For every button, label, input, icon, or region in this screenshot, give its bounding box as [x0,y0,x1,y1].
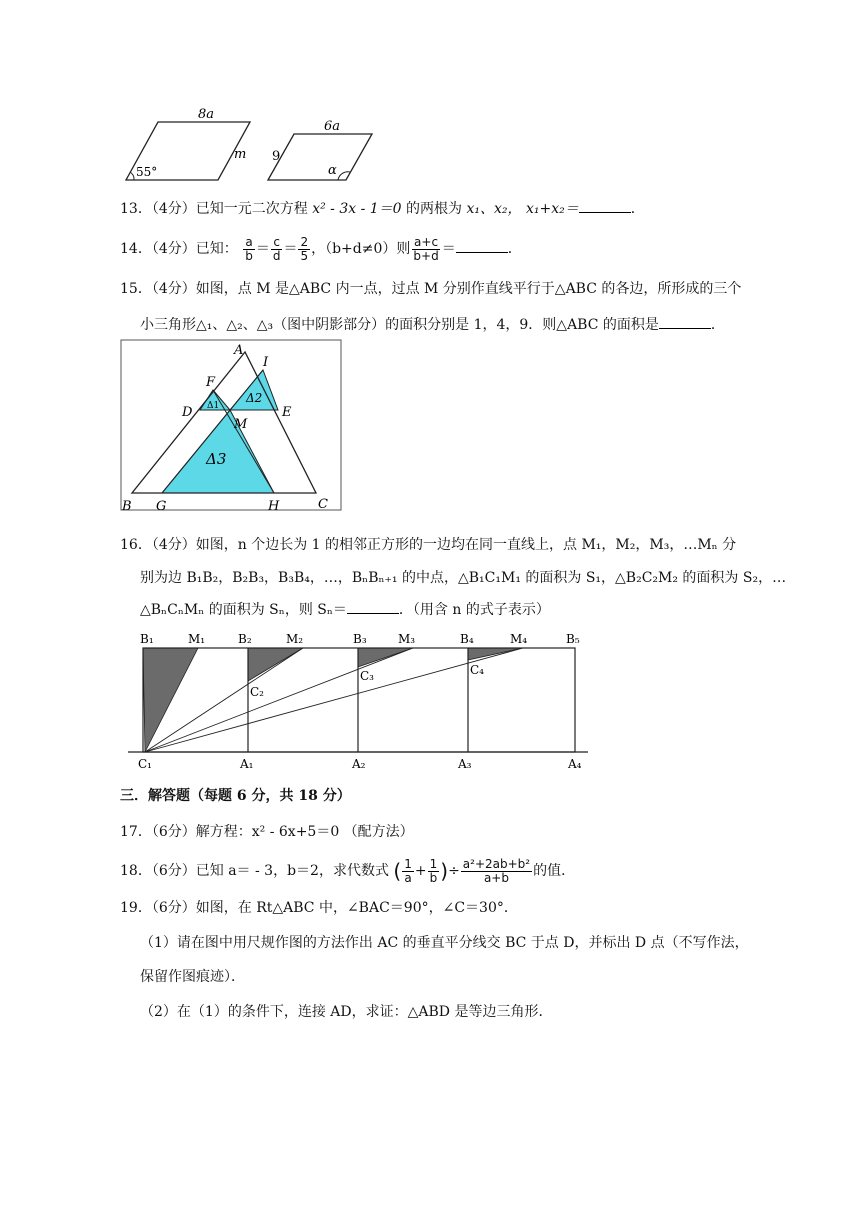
label-6a: 6a [324,119,341,134]
label-t3: Δ3 [206,450,227,468]
q15-answer-blank[interactable] [659,314,711,329]
q19-score: （6分） [151,900,196,916]
q14-eq3: ＝ [441,241,456,257]
label-B4: B₄ [460,632,474,646]
q16-line3b: ．（用含 n 的式子表示） [398,602,550,618]
q18-fraction-1-b: $\frac{1}{b}$ [429,856,438,885]
q18-fraction-big: $\frac{\text{a²+2ab+b²}}{a+b}$ [462,856,531,885]
label-alpha: α [328,163,337,178]
label-C2: C₂ [250,685,264,699]
squares-figure [118,630,618,774]
question-16-line-1 [120,535,736,555]
label-C3: C₃ [360,669,374,683]
q14-answer-blank[interactable] [456,238,508,253]
q13-score: （4分） [151,201,196,217]
question-18: 18．（6分）已知 a＝ - 3，b＝2，求代数式 ( $\frac{1}{a}$ + $\frac{1}{b}$ )÷ $\frac{\text{a²+2ab+b²}}{a+b}$ 的值． [120,856,576,885]
label-A: A [234,343,244,358]
label-t1: Δ1 [207,401,220,411]
q17-text: 解方程：x² - 6x+5＝0 （配方法） [195,824,414,840]
q18-number: 18． [120,863,152,879]
label-H: H [268,499,280,514]
section-3-title: 三．解答题（每题 6 分，共 18 分） [120,788,351,804]
q13-equation: x² - 3x - 1＝0 [312,201,402,217]
label-A2: A₂ [352,757,366,771]
q18-plus: + [414,863,427,879]
q13-roots: x₁、x₂， [466,201,522,217]
q13-end: ． [630,201,645,217]
question-15-line-1 [120,279,741,299]
q19-number: 19． [120,900,152,916]
label-m: m [234,147,247,162]
question-19-line-4: （2）在（1）的条件下，连接 AD，求证：△ABD 是等边三角形． [140,1004,553,1020]
q13-text: 已知一元二次方程 [195,201,308,217]
q14-score: （4分） [151,241,196,257]
q16-score: （4分） [151,537,196,553]
label-9: 9 [272,149,281,164]
q15-end: ． [710,317,725,333]
q18-fraction-1-a: $\frac{1}{a}$ [404,856,412,885]
q14-number: 14． [120,241,152,257]
label-B: B [122,499,132,514]
question-19-line-3: 保留作图痕迹）． [140,969,245,985]
label-C4: C₄ [470,663,484,677]
q14-text: 已知： [195,241,238,257]
triangle-figure [118,338,344,518]
q18-end: 的值． [533,863,576,879]
q19-line1: 如图，在 Rt△ABC 中，∠BAC＝90°，∠C＝30°． [195,900,518,916]
q13-sum: x₁+x₂＝ [525,201,579,217]
label-C: C [318,497,328,512]
q14-eq2: ＝ [283,241,298,257]
label-B2: B₂ [238,632,252,646]
q13-mid: 的两根为 [406,201,463,217]
label-M4: M₄ [510,632,528,646]
q14-fraction-2-5: $\frac{2}{5}$ [300,234,309,263]
q14-end: ． [507,241,522,257]
label-A1: A₁ [240,757,254,771]
label-55: 55° [136,165,158,179]
question-13 [120,198,645,219]
label-M2: M₂ [286,632,304,646]
q13-number: 13． [120,201,152,217]
q18-div: ÷ [448,863,460,879]
question-14 [120,234,522,264]
q18-text: 已知 a＝ - 3，b＝2，求代数式 [195,863,389,879]
q16-number: 16． [120,537,152,553]
q17-score: （6分） [151,824,196,840]
q14-fraction-a-b: $\frac{a}{b}$ [245,234,253,263]
q16-answer-blank[interactable] [347,599,399,614]
label-8a: 8a [198,107,215,122]
q17-number: 17． [120,824,152,840]
label-t2: Δ2 [246,391,263,405]
label-B1: B₁ [140,632,154,646]
parallelogram-figure [118,102,378,186]
label-A3: A₃ [458,757,472,771]
q14-fraction-target: $\frac{a+c}{b+d}$ [413,234,439,263]
q15-number: 15． [120,281,152,297]
q16-line1: 如图，n 个边长为 1 的相邻正方形的一边均在同一直线上，点 M₁，M₂，M₃，…Mₙ 分 [195,537,737,553]
label-F: F [206,375,216,390]
q15-score: （4分） [151,281,196,297]
q14-eq1: ＝ [255,241,270,257]
label-B3: B₃ [353,632,367,646]
q18-score: （6分） [151,863,196,879]
question-16-line-2 [140,568,786,588]
question-15-line-2 [140,314,725,335]
label-A4: A₄ [568,757,582,771]
q13-answer-blank[interactable] [579,198,631,213]
shaded-triangle-1 [143,648,198,752]
label-I: I [263,355,269,370]
q16-line2: 别为边 B₁B₂，B₂B₃，B₃B₄，…，BₙBₙ₊₁ 的中点，△B₁C₁M₁ 的面积为 S₁，△B₂C₂M₂ 的面积为 S₂，… [140,570,787,586]
label-M3: M₃ [398,632,416,646]
label-M: M [234,417,248,432]
question-17 [120,822,414,842]
q15-line2: 小三角形△₁、△₂、△₃（图中阴影部分）的面积分别是 1，4，9．则△ABC 的面积是 [140,317,659,333]
q14-fraction-c-d: $\frac{c}{d}$ [272,234,281,263]
label-B5: B₅ [566,632,580,646]
label-C1: C₁ [138,757,152,771]
parallelogram-right [268,134,372,180]
q15-line1: 如图，点 M 是△ABC 内一点，过点 M 分别作直线平行于△ABC 的各边，所形成的三个 [195,281,742,297]
question-19-line-2: （1）请在图中用尺规作图的方法作出 AC 的垂直平分线交 BC 于点 D，并标出 D 点（不写作法， [140,935,749,951]
label-G: G [156,499,167,514]
question-19-line-1 [120,898,518,918]
q14-condition: ，（b+d≠0）则 [311,241,411,257]
question-16-line-3 [140,599,550,620]
label-D: D [182,405,193,420]
label-M1: M₁ [188,632,206,646]
label-E: E [282,405,292,420]
shaded-triangle-4 [468,648,523,660]
q16-line3a: △BₙCₙMₙ 的面积为 Sₙ，则 Sₙ＝ [140,602,347,618]
